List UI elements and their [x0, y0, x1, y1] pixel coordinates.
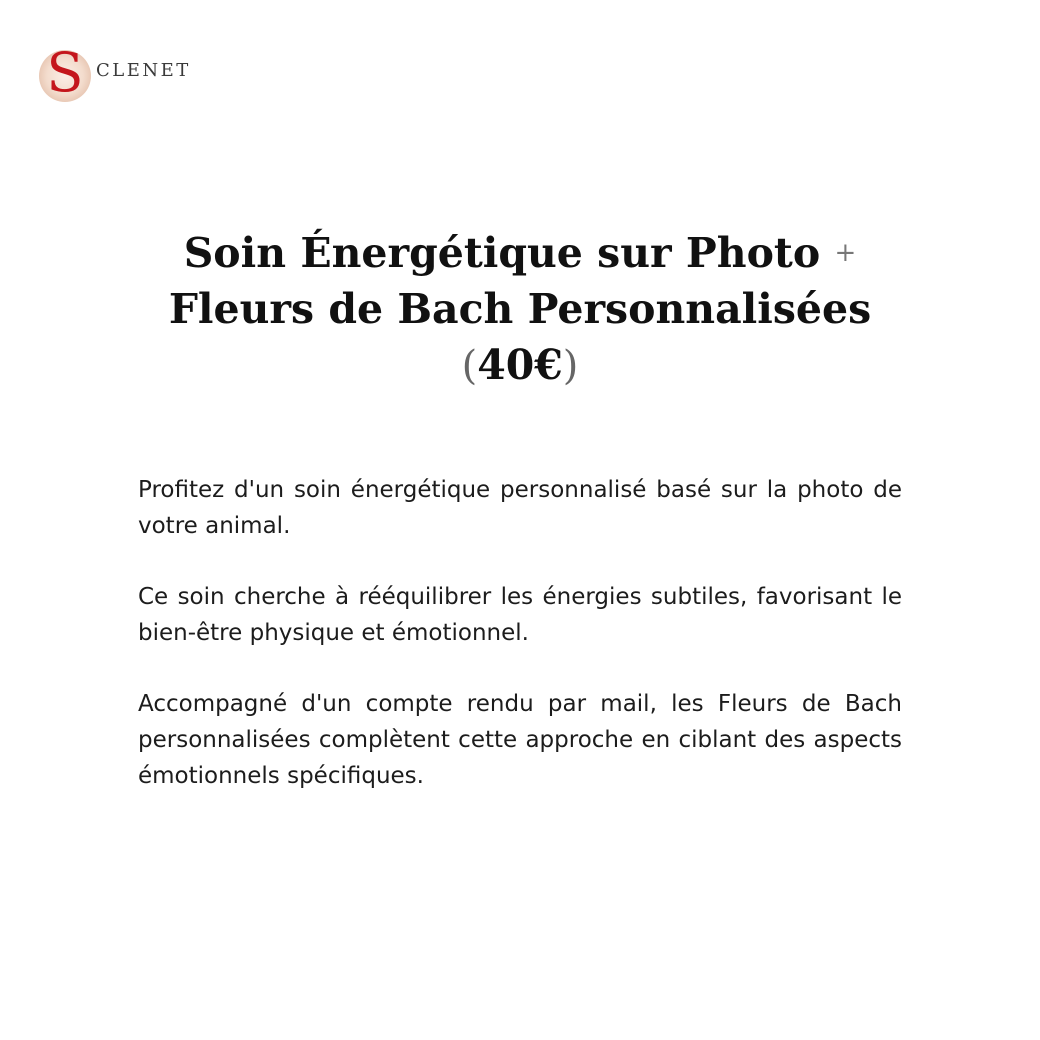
logo-letter: S — [46, 41, 84, 104]
title-price: 40€ — [477, 341, 563, 390]
page-title — [120, 225, 920, 394]
paragraph-intro: Profitez d'un soin énergétique personnalisé basé sur la photo de votre animal. — [138, 477, 902, 539]
title-paren-open: ( — [461, 343, 478, 390]
logo-wordmark: CLENET — [96, 59, 191, 81]
title-paren-close: ) — [562, 343, 579, 390]
title-line-1: Soin Énergétique sur Photo — [183, 229, 821, 278]
logo-mark — [36, 42, 94, 106]
paragraph-bach-flowers: Accompagné d'un compte rendu par mail, les Fleurs de Bach personnalisées complètent cette approche en ciblant des aspects émotionnels spécifiques. — [138, 691, 902, 789]
paragraph-benefits: Ce soin cherche à rééquilibrer les énergies subtiles, favorisant le bien-être physique et émotionnel. — [138, 584, 902, 646]
description — [138, 472, 902, 829]
title-plus: + — [834, 238, 857, 269]
brand-logo — [36, 42, 191, 106]
title-line-2: Fleurs de Bach Personnalisées — [168, 285, 872, 334]
